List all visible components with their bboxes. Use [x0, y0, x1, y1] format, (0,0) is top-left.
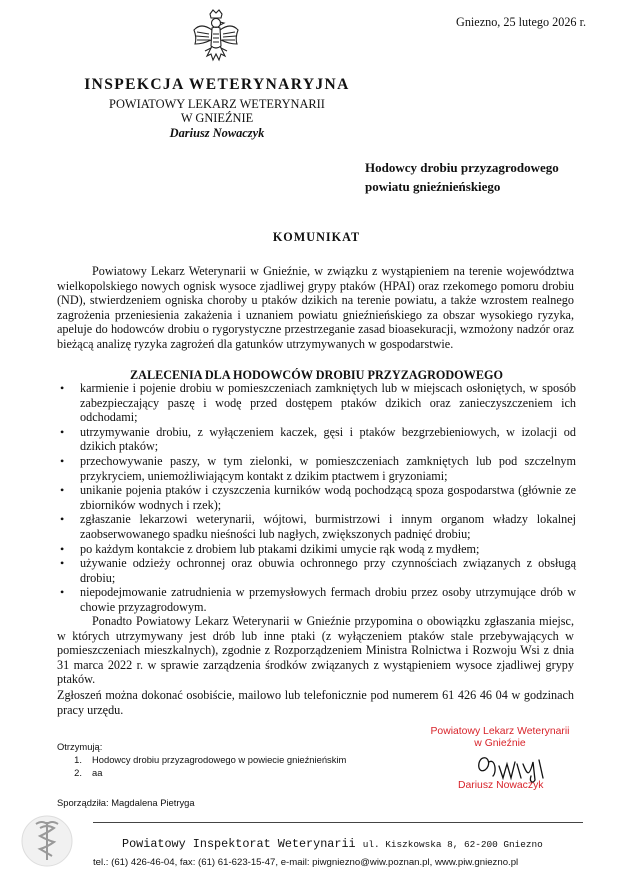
bullet-icon: • [60, 556, 65, 571]
reminder-paragraph: Ponadto Powiatowy Lekarz Weterynarii w Gnieźnie przypomina o obowiązku zgłaszania miejsc, w których utrzymywany jest drób lub inne ptaki (z wyłączeniem ptaków stale przebywających w pomieszczeniach mieszkalnych), zgodnie z Rozporządzeniem Ministra Rolnictwa i Rozwoju Wsi z dnia 31 marca 2022 r. w sprawie zarządzenia środków związanych z wystąpieniem wysoce zjadliwej grypy ptaków. [57, 614, 574, 687]
document-date: Gniezno, 25 lutego 2026 r. [456, 15, 586, 29]
issuer-position: POWIATOWY LEKARZ WETERYNARII [109, 97, 325, 111]
document-heading: KOMUNIKAT [272, 230, 361, 244]
bullet-icon: • [60, 483, 65, 498]
footer-divider [93, 822, 583, 823]
list-item: • unikanie pojenia ptaków i czyszczenia kurników wodą pochodzącą spoza gospodarstwa (głównie ze zbiorników wodnych i rzek); [60, 483, 576, 512]
issuer-name: Dariusz Nowaczyk [169, 126, 265, 140]
institution-title: INSPEKCJA WETERYNARYJNA [84, 76, 350, 93]
recipients-block [57, 741, 346, 779]
addressee-line-1: Hodowcy drobiu przyzagrodowego [365, 160, 559, 175]
bullet-icon: • [60, 585, 65, 600]
recommendations-heading: ZALECENIA DLA HODOWCÓW DROBIU PRZYZAGRODOWEGO [130, 368, 503, 382]
list-item: • karmienie i pojenie drobiu w pomieszczeniach zamkniętych lub w miejscach osłoniętych, w sposób zabezpieczający paszę i wodę przed dostępem ptaków dzikich oraz zanieczyszczeniem ich odchodami; [60, 381, 576, 425]
footer-institution [122, 837, 543, 851]
bullet-icon: • [60, 453, 65, 468]
list-item: • używanie odzieży ochronnej oraz obuwia ochronnego przy czynnościach związanych z obsługą drobiu; [60, 556, 576, 585]
signatory-name: Dariusz Nowaczyk [458, 780, 544, 791]
veterinary-caduceus-logo-icon [20, 814, 74, 868]
addressee-line-2: powiatu gnieźnieńskiego [365, 179, 501, 194]
stamp-line-2: w Gnieźnie [474, 738, 526, 749]
white-eagle-emblem-icon [191, 8, 241, 70]
bullet-icon: • [60, 541, 65, 556]
list-item: 1. Hodowcy drobiu przyzagrodowego w powiecie gnieźnieńskim [74, 753, 347, 765]
contact-paragraph: Zgłoszeń można dokonać osobiście, mailowo lub telefonicznie pod numerem 61 426 46 04 w godzinach pracy urzędu. [57, 688, 574, 717]
footer-contact-line: tel.: (61) 426-46-04, fax: (61) 61-623-15-47, e-mail: piwgniezno@wiw.poznan.pl, www.piw.gniezno.pl [93, 857, 519, 868]
footer-address: ul. Kiszkowska 8, 62-200 Gniezno [362, 839, 543, 850]
list-item: • niepodejmowanie zatrudnienia w przemysłowych fermach drobiu przez osoby utrzymujące drób w chowie przyzagrodowym. [60, 585, 576, 614]
prepared-by: Sporządziła: Magdalena Pietryga [57, 797, 195, 808]
official-stamp [420, 726, 580, 750]
issuer-location: W GNIEŹNIE [180, 111, 254, 125]
recipients-label: Otrzymują: [57, 741, 103, 752]
bullet-icon: • [60, 512, 65, 527]
footer-institution-name: Powiatowy Inspektorat Weterynarii [122, 837, 356, 851]
list-item: • zgłaszanie lekarzowi weterynarii, wójtowi, burmistrzowi i innym organom władzy lokalnej zaobserwowanego spadku nieśności lub nagłych, zwiększonych padnięć drobiu; [60, 512, 576, 541]
list-item: • po każdym kontakcie z drobiem lub ptakami dzikimi umycie rąk wodą z mydłem; [60, 541, 480, 556]
recommendations-list [57, 381, 576, 615]
addressee-block [365, 158, 559, 196]
list-item: • utrzymywanie drobiu, z wyłączeniem kaczek, gęsi i ptaków bezgrzebieniowych, w izolacji od dzikich ptaków; [60, 424, 576, 454]
issuer-block [57, 76, 377, 141]
list-item: • przechowywanie paszy, w tym zielonki, w pomieszczeniach zamkniętych lub pod szczelnym przykryciem, uniemożliwiającym kontakt z dzikim ptactwem i gryzoniami; [60, 453, 576, 483]
stamp-line-1: Powiatowy Lekarz Weterynarii [430, 726, 570, 737]
list-item: 2. aa [74, 766, 103, 778]
bullet-icon: • [60, 424, 65, 439]
intro-paragraph: Powiatowy Lekarz Weterynarii w Gnieźnie, w związku z wystąpieniem na terenie województwa wielkopolskiego nowych ognisk wysoce zjadliwej grypy ptaków (HPAI) oraz rzekomego pomoru drobiu (ND), stwierdzeniem ogniska choroby u ptaków dzikich na terenie powiatu, a także wzrostem realnego zagrożenia przeniesienia zakażenia i uznaniem powiatu gnieźnieńskiego za obszar wysokiego ryzyka, apeluje do hodowców drobiu o rygorystyczne przestrzeganie zasad bioasekuracji, wzmożony nadzór oraz bieżącą analizę ryzyka zagrożeń dla gatunków utrzymywanych w gospodarstwie. [57, 264, 574, 351]
bullet-icon: • [60, 381, 65, 395]
